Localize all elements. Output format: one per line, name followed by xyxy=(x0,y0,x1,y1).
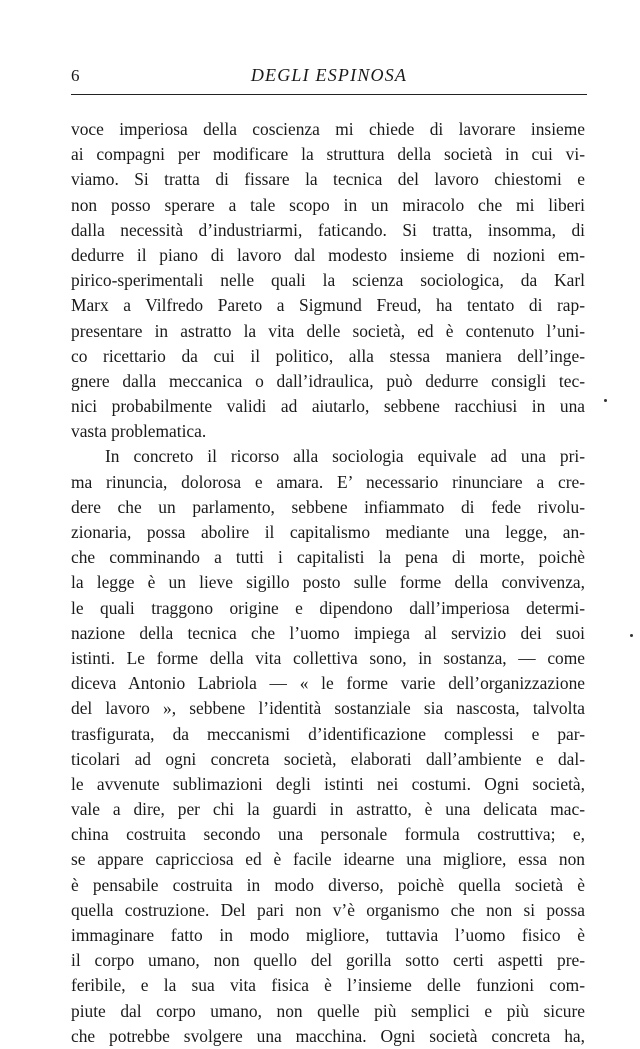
text-line: dere che un parlamento, sebbene infiammato di fede rivolu- xyxy=(71,496,585,517)
text-line: ticolari ad ogni concreta società, elaborati dall’ambiente e dal- xyxy=(71,748,585,769)
text-line: del lavoro », sebbene l’identità sostanziale sia nascosta, talvolta xyxy=(71,698,585,719)
text-line: immaginare fatto in modo migliore, tuttavia l’uomo fisico è xyxy=(71,925,585,945)
text-line: le avvenute sublimazioni degli istinti nei costumi. Ogni società, xyxy=(71,773,585,794)
text-line: trasfigurata, da meccanismi d’identificazione complessi e par- xyxy=(71,723,585,744)
text-line: china costruita secondo una personale formula costruttiva; e, xyxy=(71,824,585,845)
text-line: voce imperiosa della coscienza mi chiede di lavorare insieme xyxy=(71,119,585,139)
text-line: vale a dire, per chi la guardi in astratto, è una delicata mac- xyxy=(71,799,585,820)
text-line: quella costruzione. Del pari non v’è organismo che non si possa xyxy=(71,899,585,920)
text-line: dalla necessità d’industriarmi, faticando. Si tratta, insomma, di xyxy=(71,219,585,240)
text-line: piute dal corpo umano, non quelle più semplici e più sicure xyxy=(71,1000,585,1021)
paragraph-end-line: vasta problematica. xyxy=(71,421,207,442)
text-line: nici probabilmente validi ad aiutarlo, sebbene racchiusi in una xyxy=(71,396,585,417)
text-line: se appare capricciosa ed è facile idearne una migliore, essa non xyxy=(71,849,585,870)
running-head xyxy=(71,64,587,92)
text-line: che potrebbe svolgere una macchina. Ogni società concreta ha, xyxy=(71,1025,585,1046)
text-line: Marx a Vilfredo Pareto a Sigmund Freud, ha tentato di rap- xyxy=(71,295,585,316)
text-line: zionaria, possa abolire il capitalismo mediante una legge, an- xyxy=(71,522,585,542)
text-line: ai compagni per modificare la struttura della società in cui vi- xyxy=(71,144,585,165)
print-speck xyxy=(630,634,633,637)
header-rule xyxy=(71,94,587,95)
text-line: feribile, e la sua vita fisica è l’insieme delle funzioni com- xyxy=(71,975,585,996)
page-number: 6 xyxy=(71,66,80,85)
text-line: nazione della tecnica che l’uomo impiega al servizio dei suoi xyxy=(71,622,585,643)
text-line: presentare in astratto la vita delle società, ed è contenuto l’uni- xyxy=(71,320,585,341)
print-speck xyxy=(604,399,607,402)
text-line: che comminando a tutti i capitalisti la pena di morte, poichè xyxy=(71,547,585,568)
text-line: diceva Antonio Labriola — « le forme varie dell’organizzazione xyxy=(71,673,585,694)
text-line: istinti. Le forme della vita collettiva sono, in sostanza, — come xyxy=(71,647,585,668)
text-line: è pensabile costruita in modo diverso, poichè quella società è xyxy=(71,874,585,895)
text-line: viamo. Si tratta di fissare la tecnica del lavoro chiestomi e xyxy=(71,169,585,190)
text-line: il corpo umano, non quello del gorilla sotto certi aspetti pre- xyxy=(71,950,585,971)
running-title: DEGLI ESPINOSA xyxy=(250,65,408,85)
text-line: ma rinuncia, dolorosa e amara. E’ necessario rinunciare a cre- xyxy=(71,471,585,492)
text-line: dedurre il piano di lavoro dal modesto insieme di nozioni em- xyxy=(71,244,585,265)
text-line: co ricettario da cui il politico, alla stessa maniera dell’inge- xyxy=(71,345,585,366)
text-line: la legge è un lieve sigillo posto sulle forme della convivenza, xyxy=(71,572,585,593)
text-line: gnere dalla meccanica o dall’idraulica, può dedurre consigli tec- xyxy=(71,370,585,391)
paragraph-first-line: In concreto il ricorso alla sociologia equivale ad una pri- xyxy=(105,446,585,467)
text-line: pirico-sperimentali nelle quali la scienza sociologica, da Karl xyxy=(71,270,585,291)
text-line: non posso sperare a tale scopo in un miracolo che mi liberi xyxy=(71,194,585,215)
text-line: le quali traggono origine e dipendono dall’imperiosa determi- xyxy=(71,597,585,618)
body-text xyxy=(71,117,585,1049)
